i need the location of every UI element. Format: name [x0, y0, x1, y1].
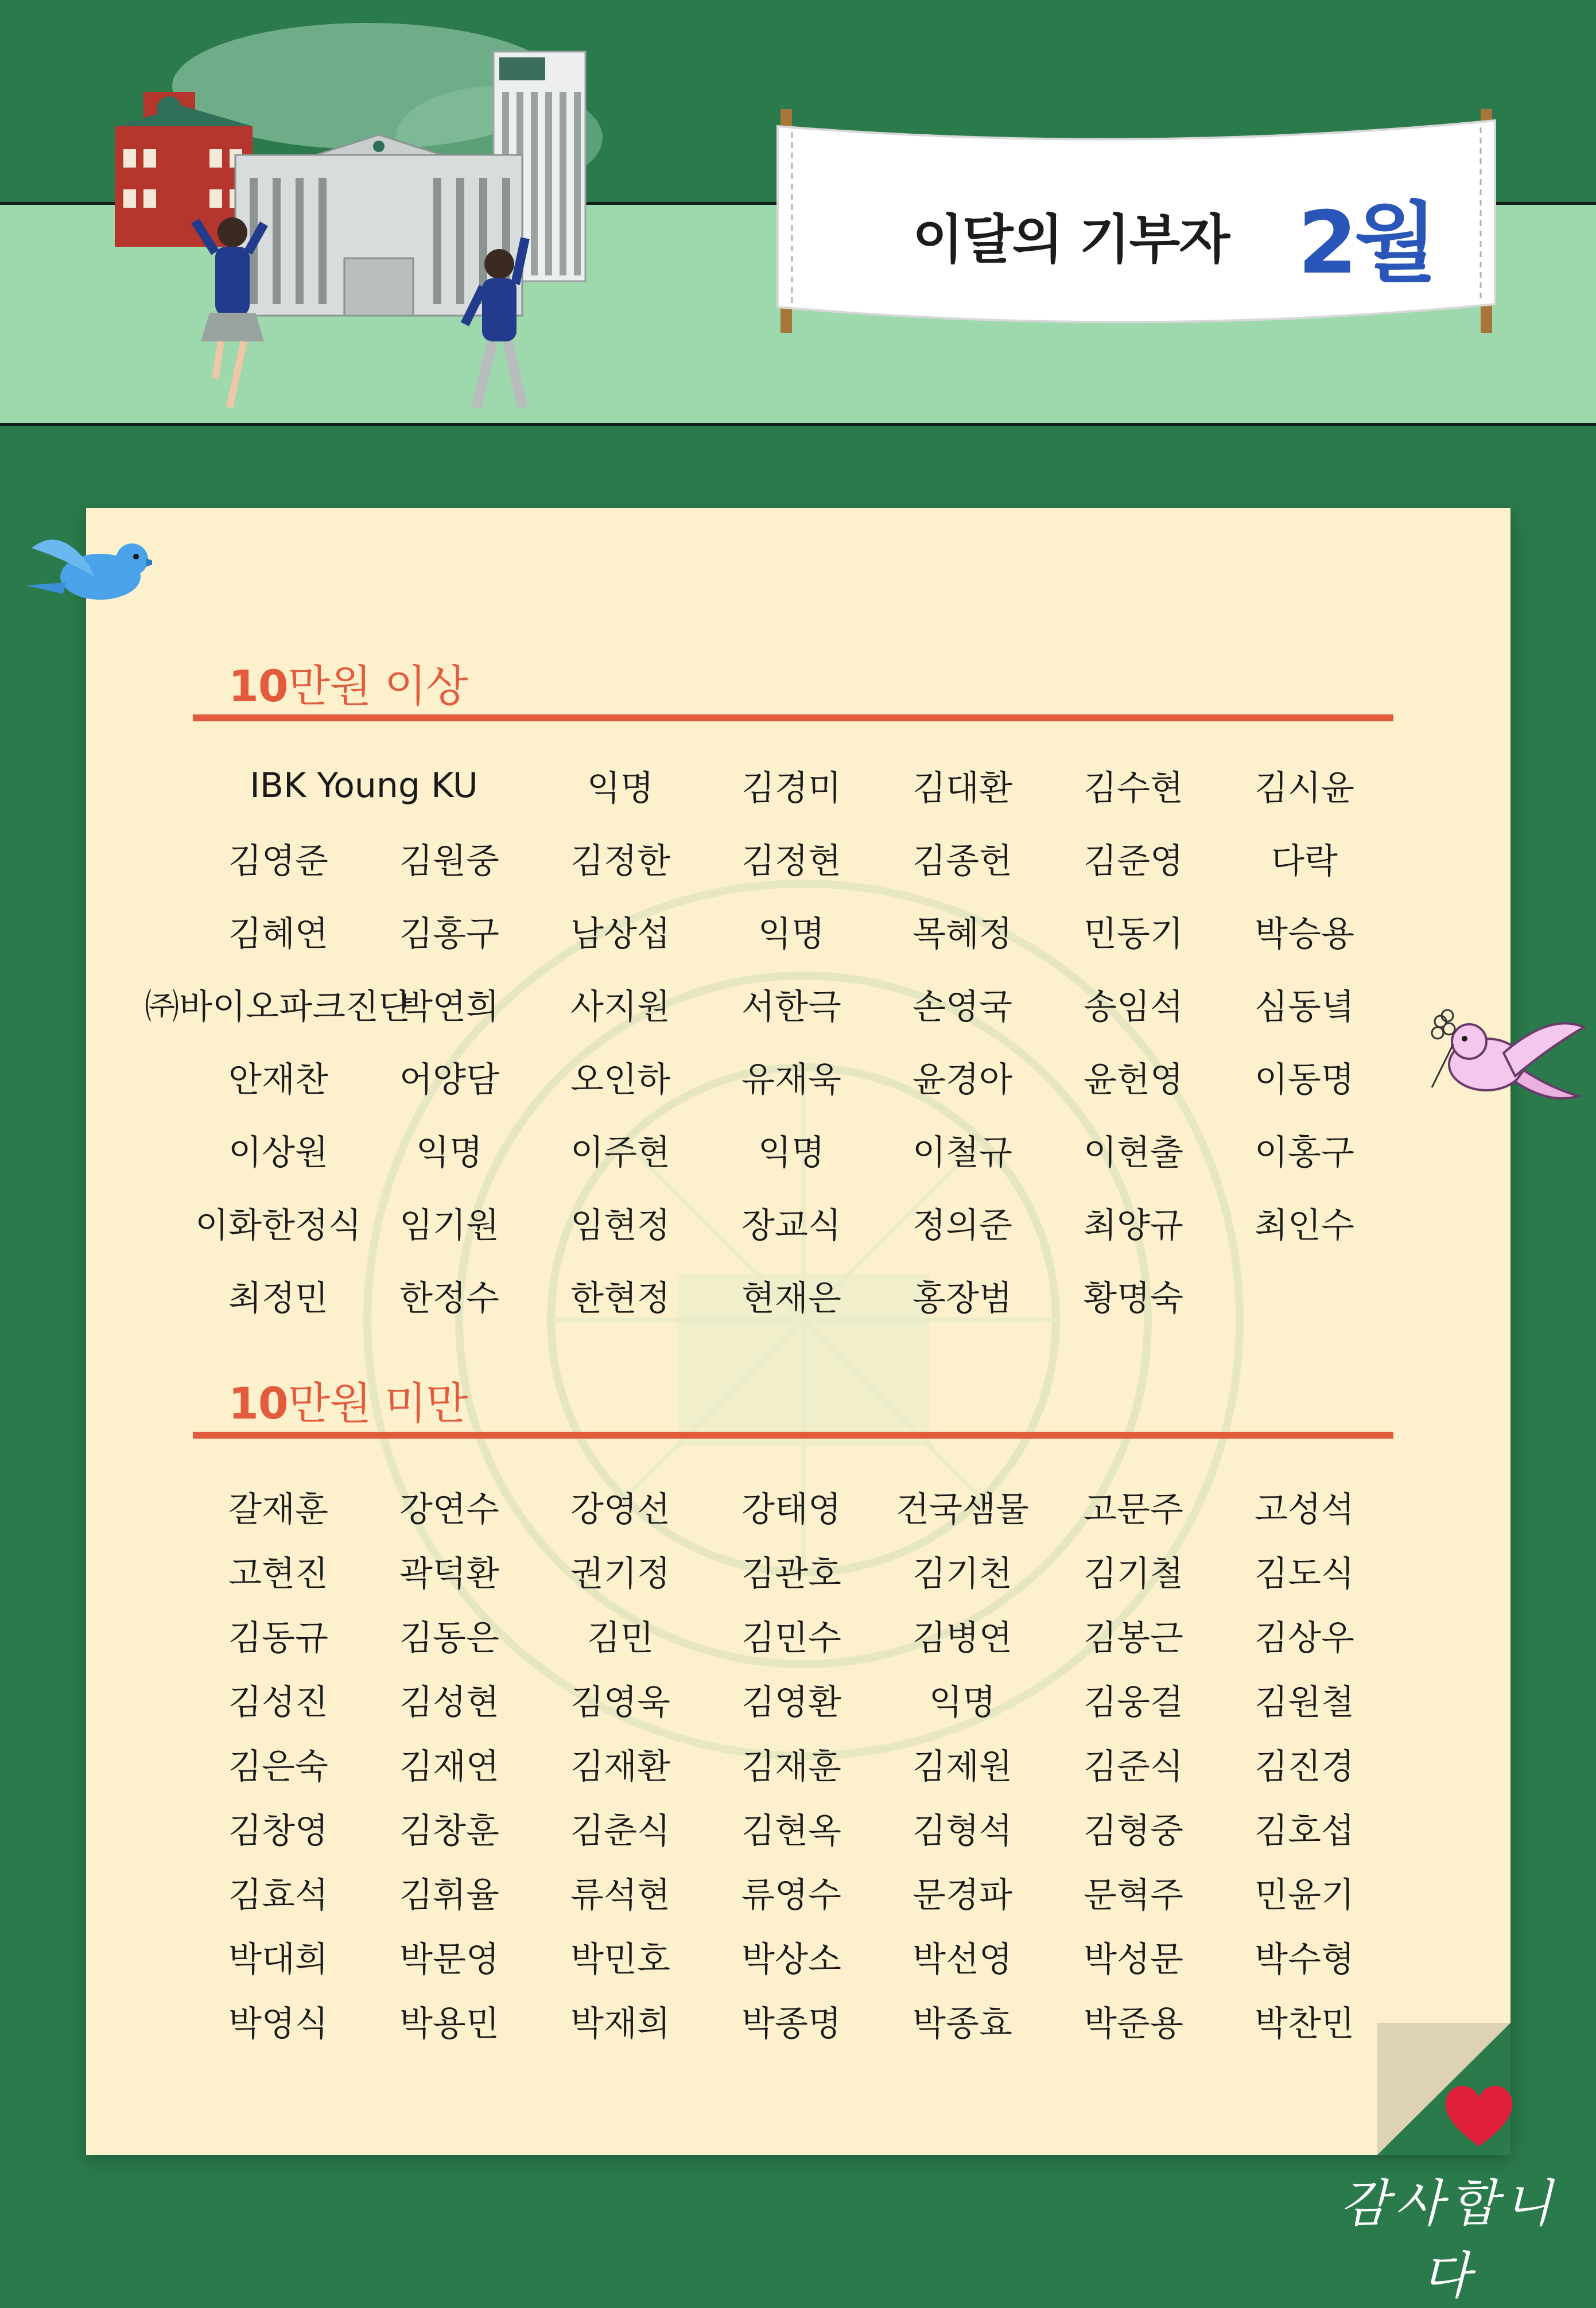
donor-name: 강태영 — [741, 1490, 841, 1530]
donor-name: 김재연 — [399, 1747, 499, 1787]
donor-name: 이홍구 — [1255, 1132, 1354, 1173]
donor-name: 익명 — [416, 1132, 483, 1173]
donor-name: 김영욱 — [570, 1683, 670, 1723]
donor-name: 김형석 — [912, 1811, 1012, 1851]
donor-name: 김기철 — [1084, 1554, 1183, 1594]
donor-name: 이주현 — [570, 1132, 670, 1173]
section-divider-under-100k — [193, 1432, 1393, 1439]
donor-name: 박용민 — [399, 2004, 499, 2044]
donor-name: 최정민 — [228, 1278, 328, 1319]
section-divider-over-100k — [193, 714, 1393, 721]
donor-name: 김효석 — [228, 1875, 328, 1915]
donor-name: 장교식 — [741, 1205, 841, 1246]
donor-name: 오인하 — [570, 1059, 670, 1100]
donor-name: 김경미 — [741, 768, 841, 809]
donor-name: 김춘식 — [570, 1811, 670, 1851]
donor-name: 이철규 — [912, 1132, 1012, 1173]
donor-name: 김준영 — [1084, 841, 1183, 881]
donor-name: 김호섭 — [1255, 1811, 1354, 1851]
donor-name: 강연수 — [399, 1490, 499, 1530]
donor-grid-under-100k — [193, 1475, 1398, 2053]
donor-name: 목혜정 — [912, 914, 1012, 954]
section-title-over-100k: 10만원 이상 — [228, 660, 468, 712]
donor-name: 김민 — [587, 1618, 654, 1658]
donor-name: 김제원 — [912, 1747, 1012, 1787]
donor-name: 건국샘물 — [896, 1490, 1029, 1530]
donor-name: 박수형 — [1255, 1940, 1354, 1980]
donor-name: 권기정 — [570, 1554, 670, 1594]
pink-bird-icon — [1418, 996, 1590, 1122]
month-label: 2월 — [1298, 193, 1434, 293]
donor-name: 문경파 — [912, 1875, 1012, 1915]
donor-name: 김민수 — [741, 1618, 841, 1658]
donor-name: IBK Young KU — [250, 765, 478, 806]
donor-name: 김시윤 — [1255, 768, 1354, 809]
donor-name: 사지원 — [570, 986, 670, 1027]
donor-name: 김준식 — [1084, 1747, 1183, 1787]
donor-name: 김동규 — [228, 1618, 328, 1658]
donor-name: 김동은 — [399, 1618, 499, 1658]
donor-name: 박성문 — [1084, 1940, 1183, 1980]
donor-name: 김창영 — [228, 1811, 328, 1851]
donor-name: 김종헌 — [912, 841, 1012, 881]
donor-name: 김봉근 — [1084, 1618, 1183, 1658]
donor-name: 최양규 — [1084, 1205, 1183, 1246]
donor-name: 박상소 — [741, 1940, 841, 1980]
donor-name: 홍장범 — [912, 1278, 1012, 1319]
donor-name: 김원중 — [399, 841, 499, 881]
donor-name: 김수현 — [1084, 768, 1183, 809]
donor-name: 이현출 — [1084, 1132, 1183, 1173]
donor-name: 익명 — [587, 768, 654, 809]
donor-name: 박영식 — [228, 2004, 328, 2044]
donor-name: 김웅걸 — [1084, 1683, 1183, 1723]
donor-name: 이동명 — [1255, 1059, 1354, 1100]
donor-name: 민윤기 — [1255, 1875, 1354, 1915]
heart-icon — [1440, 2080, 1518, 2149]
donor-name: ㈜바이오파크진단 — [145, 986, 412, 1027]
donor-name: 김홍구 — [399, 914, 499, 954]
donor-name: 한정수 — [399, 1278, 499, 1319]
donor-name: 고현진 — [228, 1554, 328, 1594]
donor-name: 박준용 — [1084, 2004, 1183, 2044]
donor-name: 유재욱 — [741, 1059, 841, 1100]
donor-name: 민동기 — [1084, 914, 1183, 954]
donor-name: 김원철 — [1255, 1683, 1354, 1723]
donor-name: 임현정 — [570, 1205, 670, 1246]
donor-name: 다락 — [1271, 841, 1338, 881]
donor-name: 김대환 — [912, 768, 1012, 809]
donor-name: 문혁주 — [1084, 1875, 1183, 1915]
donor-name: 박연희 — [399, 986, 499, 1027]
donor-name: 김창훈 — [399, 1811, 499, 1851]
donor-name: 손영국 — [912, 986, 1012, 1027]
donor-name: 곽덕환 — [399, 1554, 499, 1594]
section-title-under-100k: 10만원 미만 — [228, 1378, 468, 1429]
donor-name: 익명 — [929, 1683, 996, 1723]
donor-name: 김정현 — [741, 841, 841, 881]
donor-name: 정의준 — [912, 1205, 1012, 1246]
donor-name: 강영선 — [570, 1490, 670, 1530]
donor-name: 이상원 — [228, 1132, 328, 1173]
donor-name: 박찬민 — [1255, 2004, 1354, 2044]
donor-name: 김기천 — [912, 1554, 1012, 1594]
donor-name: 김영준 — [228, 841, 328, 881]
donor-name: 김병연 — [912, 1618, 1012, 1658]
donor-name: 박승용 — [1255, 914, 1354, 954]
donor-name: 박재희 — [570, 2004, 670, 2044]
donor-name: 윤경아 — [912, 1059, 1012, 1100]
donor-name: 김휘율 — [399, 1875, 499, 1915]
donor-name: 임기원 — [399, 1205, 499, 1246]
donor-name: 한현정 — [570, 1278, 670, 1319]
donor-name: 윤헌영 — [1084, 1059, 1183, 1100]
donor-grid-over-100k — [145, 749, 1398, 1332]
donor-name: 김혜연 — [228, 914, 328, 954]
donor-name: 박종효 — [912, 2004, 1012, 2044]
donor-name: 황명숙 — [1084, 1278, 1183, 1319]
campus-illustration — [98, 11, 614, 425]
donor-name: 갈재훈 — [228, 1490, 328, 1530]
donor-name: 김재환 — [570, 1747, 670, 1787]
donor-name: 박문영 — [399, 1940, 499, 1980]
donor-name: 어양담 — [399, 1059, 499, 1100]
donor-name: 김정한 — [570, 841, 670, 881]
blue-bird-icon — [26, 525, 152, 611]
donor-name: 류석현 — [570, 1875, 670, 1915]
donor-name: 박종명 — [741, 2004, 841, 2044]
donor-name: 최인수 — [1255, 1205, 1354, 1246]
donor-name: 송임석 — [1084, 986, 1183, 1027]
banner-heading — [912, 184, 1434, 293]
donor-name: 익명 — [758, 1132, 825, 1173]
donor-name: 박민호 — [570, 1940, 670, 1980]
donor-name: 김관호 — [741, 1554, 841, 1594]
donor-name: 김성현 — [399, 1683, 499, 1723]
donor-name: 박대희 — [228, 1940, 328, 1980]
donor-name: 김현옥 — [741, 1811, 841, 1851]
thank-you-text: 감사합니다 — [1339, 2174, 1559, 2305]
page-title: 이달의 기부자 — [912, 209, 1229, 270]
donor-name: 심동녘 — [1255, 986, 1354, 1027]
donor-name: 현재은 — [741, 1278, 841, 1319]
donor-name: 박선영 — [912, 1940, 1012, 1980]
donor-name: 고문주 — [1084, 1490, 1183, 1530]
donor-name: 익명 — [758, 914, 825, 954]
donor-name: 류영수 — [741, 1875, 841, 1915]
donor-name: 고성석 — [1255, 1490, 1354, 1530]
donor-name: 이화한정식 — [195, 1205, 362, 1246]
donor-name: 김영환 — [741, 1683, 841, 1723]
donor-name: 서한극 — [741, 986, 841, 1027]
donor-name: 김진경 — [1255, 1747, 1354, 1787]
donor-name: 김은숙 — [228, 1747, 328, 1787]
donor-name: 안재찬 — [228, 1059, 328, 1100]
donor-name: 남상섭 — [570, 914, 670, 954]
donor-name: 김성진 — [228, 1683, 328, 1723]
donor-name: 김도식 — [1255, 1554, 1354, 1594]
donor-name: 김형중 — [1084, 1811, 1183, 1851]
donor-name: 김재훈 — [741, 1747, 841, 1787]
donor-name: 김상우 — [1255, 1618, 1354, 1658]
